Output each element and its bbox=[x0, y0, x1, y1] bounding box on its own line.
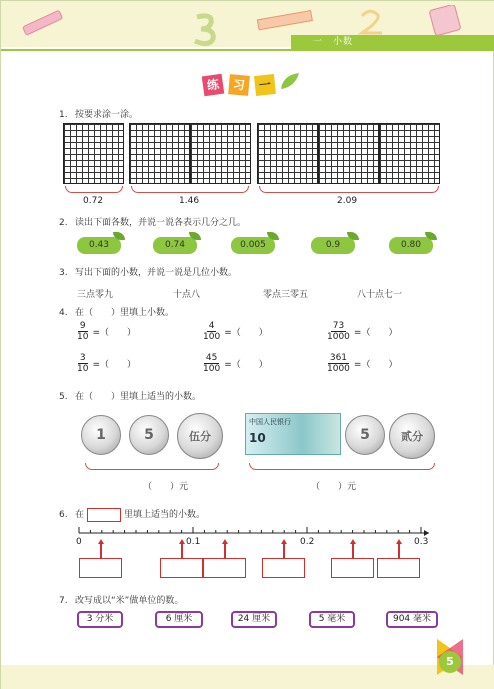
header-divider bbox=[1, 49, 494, 51]
grid-label-2: 1.46 bbox=[179, 196, 200, 206]
question-7: 7. 改写成以“米”做单位的数。 bbox=[59, 596, 184, 606]
measure-2: 6 厘米 bbox=[155, 611, 203, 628]
fraction-6: $\frac{361}{1000}$ =（ ） bbox=[327, 353, 398, 374]
pencil-decoration-icon bbox=[21, 9, 71, 39]
chinese-decimal-2: 十点八 bbox=[173, 290, 201, 300]
tick-label-0: 0 bbox=[76, 537, 82, 547]
footer-band bbox=[1, 665, 494, 689]
coin-1-jiao: 1 bbox=[81, 415, 121, 455]
leaf-number-1: 0.43 bbox=[77, 237, 121, 254]
question-1: 1. 按要求涂一涂。 bbox=[59, 110, 139, 120]
grid-label-1: 0.72 bbox=[83, 196, 104, 206]
title-char-3: 一 bbox=[254, 74, 276, 96]
measure-4: 5 毫米 bbox=[309, 611, 355, 628]
answer-yuan-right[interactable]: （ ）元 bbox=[311, 482, 357, 492]
page-number: 5 bbox=[439, 651, 461, 673]
tick-label-03: 0.3 bbox=[414, 537, 429, 547]
pointer-arrow bbox=[222, 539, 228, 558]
answer-box-5[interactable] bbox=[331, 558, 374, 578]
number-line-group bbox=[79, 527, 429, 558]
banknote-10-yuan: 中国人民银行 10 bbox=[245, 413, 341, 455]
coin-5-jiao-right: 5 bbox=[345, 415, 385, 455]
tick-label-02: 0.2 bbox=[300, 537, 315, 547]
chinese-decimal-3: 零点三零五 bbox=[263, 290, 309, 300]
chinese-decimal-4: 八十点七一 bbox=[357, 290, 403, 300]
hundred-grid-2[interactable] bbox=[129, 123, 190, 184]
question-4: 4. 在（ ）里填上小数。 bbox=[59, 308, 175, 318]
fraction-5: $\frac{45}{100}$ =（ ） bbox=[203, 353, 268, 374]
hundred-grid-3[interactable] bbox=[190, 123, 251, 184]
calculator-decoration-icon bbox=[426, 5, 466, 37]
coin-5-jiao: 5 bbox=[129, 415, 169, 455]
coin-5-fen: 伍分 bbox=[177, 413, 223, 459]
answer-box-6[interactable] bbox=[377, 558, 420, 578]
measure-3: 24 厘米 bbox=[231, 611, 277, 628]
number-two-decoration-icon bbox=[356, 7, 386, 37]
chapter-title: 一 小数 bbox=[291, 35, 494, 50]
ruler-decoration-icon bbox=[256, 9, 316, 33]
leaf-number-5: 0.80 bbox=[389, 237, 433, 254]
exercise-title bbox=[201, 75, 301, 97]
leaf-decoration-icon bbox=[279, 71, 301, 93]
fraction-3: $\frac{73}{1000}$ =（ ） bbox=[327, 321, 398, 342]
answer-box-3[interactable] bbox=[203, 558, 246, 578]
question-3: 3. 写出下面的小数，并说一说是几位小数。 bbox=[59, 268, 238, 278]
pointer-arrow bbox=[98, 539, 104, 558]
question-2: 2. 读出下面各数，并说一说各表示几分之几。 bbox=[59, 218, 247, 228]
question-6: 6. 在 里填上适当的小数。 bbox=[59, 507, 205, 522]
fraction-4: $\frac{3}{10}$ =（ ） bbox=[77, 353, 136, 374]
answer-box-4[interactable] bbox=[262, 558, 305, 578]
measure-5: 904 毫米 bbox=[386, 611, 438, 628]
pointer-arrow bbox=[281, 539, 287, 558]
tick-label-01: 0.1 bbox=[186, 537, 201, 547]
fraction-1: $\frac{9}{10}$ =（ ） bbox=[77, 321, 136, 342]
pointer-arrow bbox=[396, 539, 402, 558]
number-three-decoration-icon bbox=[191, 11, 221, 47]
answer-yuan-left[interactable]: （ ）元 bbox=[143, 482, 189, 492]
brace-1 bbox=[65, 186, 123, 193]
number-line bbox=[1, 527, 494, 587]
title-char-2: 习 bbox=[228, 74, 250, 96]
answer-box-2[interactable] bbox=[160, 558, 203, 578]
hundred-grid-6[interactable] bbox=[379, 123, 440, 184]
leaf-number-3: 0.005 bbox=[231, 237, 275, 254]
chinese-decimal-1: 三点零九 bbox=[77, 290, 114, 300]
leaf-number-2: 0.74 bbox=[153, 237, 197, 254]
measure-1: 3 分米 bbox=[77, 611, 123, 628]
title-char-1: 练 bbox=[202, 74, 225, 97]
hundred-grid-1[interactable] bbox=[63, 123, 124, 184]
pointer-arrow bbox=[350, 539, 356, 558]
hundred-grid-5[interactable] bbox=[318, 123, 379, 184]
pointer-arrow bbox=[179, 539, 185, 558]
brace-coins-right bbox=[249, 463, 435, 470]
brace-2 bbox=[131, 186, 249, 193]
question-5: 5. 在（ ）里填上适当的小数。 bbox=[59, 392, 202, 402]
coin-2-fen: 贰分 bbox=[389, 413, 435, 459]
brace-coins-left bbox=[85, 463, 219, 470]
grid-label-3: 2.09 bbox=[337, 196, 358, 206]
answer-box-1[interactable] bbox=[79, 558, 122, 578]
leaf-number-4: 0.9 bbox=[311, 237, 355, 254]
fraction-2: $\frac{4}{100}$ =（ ） bbox=[203, 321, 268, 342]
hundred-grid-4[interactable] bbox=[257, 123, 318, 184]
number-line-arrowhead bbox=[424, 530, 429, 536]
sample-answer-box bbox=[87, 508, 121, 522]
brace-3 bbox=[259, 186, 439, 193]
